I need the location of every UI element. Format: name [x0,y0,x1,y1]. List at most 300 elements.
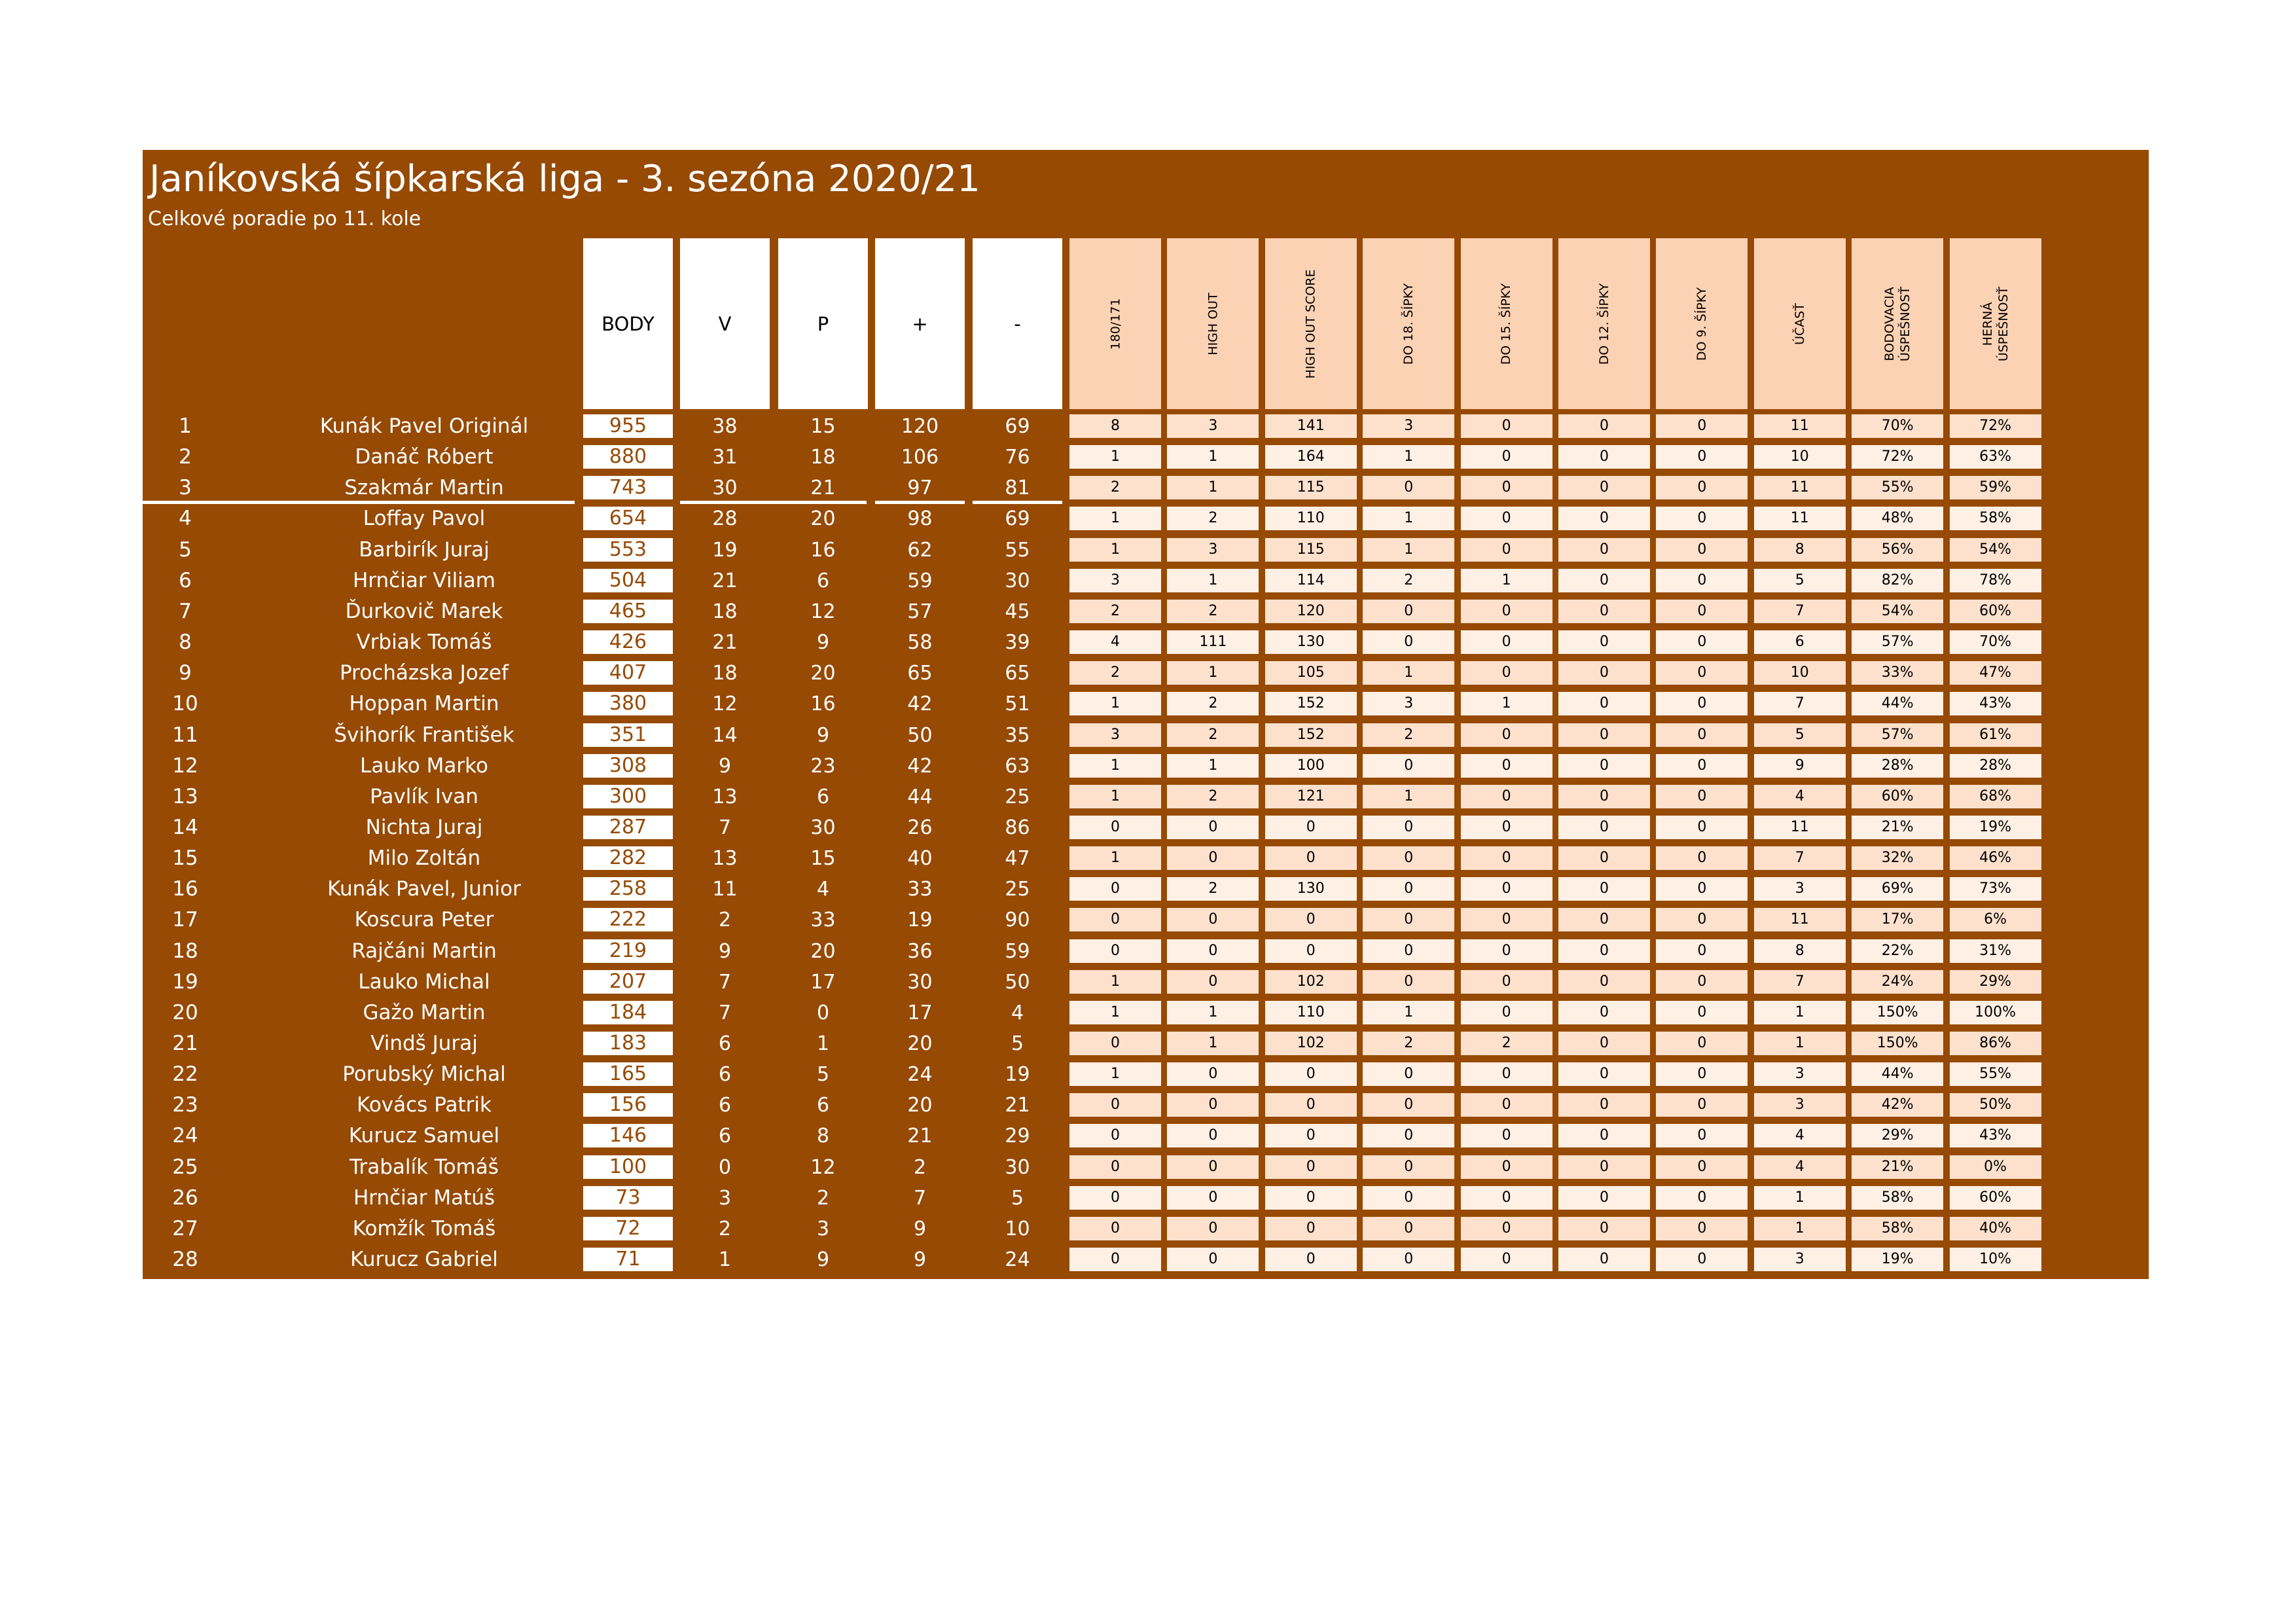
stat-high-out-score-cell: 110 [1265,507,1357,530]
stat-do-15-sipky-cell: 0 [1461,1093,1552,1117]
stat-do-9-sipky-cell: 0 [1656,507,1748,530]
stat-high-out-score-cell: 164 [1265,445,1357,469]
stat-high-out-cell: 0 [1167,1124,1259,1147]
rank-cell: 8 [179,630,192,655]
rank-cell: 5 [179,537,192,562]
v-cell: 7 [718,1001,732,1024]
stat-herna-uspesnost-cell: 28% [1950,754,2041,778]
stat-bodovacia-uspesnost-cell: 56% [1852,538,1943,562]
player-name-cell: Hrnčiar Viliam [353,568,495,592]
player-name-cell: Trabalík Tomáš [350,1155,499,1179]
stat-ucast-cell: 10 [1754,661,1846,685]
stat-do-12-sipky-cell: 0 [1558,1001,1650,1024]
plus-cell: 33 [907,878,933,901]
stat-high-out-cell: 1 [1167,661,1259,685]
stat-ucast-cell: 5 [1754,723,1846,747]
stat-bodovacia-uspesnost-cell: 22% [1852,939,1943,963]
player-name-cell: Vrbiak Tomáš [356,630,492,655]
stat-do-9-sipky-cell: 0 [1656,476,1748,499]
v-cell: 31 [712,446,738,469]
p-cell: 9 [816,631,830,655]
stat-do-9-sipky-cell: 0 [1656,723,1748,747]
stat-do-15-sipky-cell: 0 [1461,877,1552,901]
stat-high-out-score-cell: 130 [1265,630,1357,654]
stat-herna-uspesnost-cell: 43% [1950,692,2041,715]
minus-cell: 39 [1005,631,1030,655]
plus-cell: 26 [907,816,933,839]
player-name-cell: Hrnčiar Matúš [353,1185,495,1210]
p-cell: 30 [810,816,836,839]
stat-herna-uspesnost-cell: 78% [1950,569,2041,592]
stat-herna-uspesnost-cell: 10% [1950,1248,2041,1271]
stat-high-out-cell: 0 [1167,816,1259,839]
stat-herna-uspesnost-cell: 60% [1950,1186,2041,1210]
stat-high-out-cell: 0 [1167,1155,1259,1179]
stat-do-15-sipky-cell: 0 [1461,600,1552,623]
stat-do-9-sipky-cell: 0 [1656,1062,1748,1086]
stat-do-9-sipky-cell: 0 [1656,816,1748,839]
stat-do-15-sipky-cell: 0 [1461,445,1552,469]
stat-180-171-cell: 1 [1069,846,1161,870]
stat-do-12-sipky-cell: 0 [1558,846,1650,870]
stat-ucast-cell: 7 [1754,692,1846,715]
stat-high-out-cell: 0 [1167,1248,1259,1271]
rank-cell: 28 [172,1248,198,1272]
stat-do-12-sipky-cell: 0 [1558,569,1650,592]
stat-high-out-score-cell: 120 [1265,600,1357,623]
stat-bodovacia-uspesnost-cell: 82% [1852,569,1943,592]
stat-180-171-cell: 0 [1069,816,1161,839]
stat-180-171-cell: 1 [1069,692,1161,715]
player-name-cell: Vindš Juraj [370,1032,478,1055]
v-cell: 6 [718,1094,732,1117]
minus-cell: 69 [1005,507,1030,531]
rank-cell: 21 [172,1032,198,1055]
player-name-cell: Komžík Tomáš [352,1216,496,1240]
stat-do-12-sipky-cell: 0 [1558,600,1650,623]
stat-high-out-cell: 111 [1167,630,1259,654]
stat-do-9-sipky-cell: 0 [1656,970,1748,994]
minus-cell: 76 [1005,446,1030,469]
header-stat-180-171-label: 180/171 [1108,298,1122,350]
v-cell: 1 [718,1248,732,1272]
stat-bodovacia-uspesnost-cell: 58% [1852,1186,1943,1210]
minus-cell: 30 [1005,1155,1030,1179]
p-cell: 21 [810,477,836,500]
stat-bodovacia-uspesnost-cell: 69% [1852,877,1943,901]
stat-180-171-cell: 0 [1069,908,1161,931]
body-cell: 287 [583,816,673,839]
rank-cell: 19 [172,969,198,994]
rank-cell: 7 [179,599,192,623]
stat-high-out-score-cell: 102 [1265,1032,1357,1055]
body-cell: 156 [583,1093,673,1117]
stat-ucast-cell: 1 [1754,1001,1846,1024]
stat-high-out-cell: 0 [1167,939,1259,963]
stat-do-18-sipky-cell: 1 [1363,785,1454,808]
minus-cell: 25 [1005,785,1030,808]
stat-180-171-cell: 3 [1069,723,1161,747]
stat-do-15-sipky-cell: 0 [1461,630,1552,654]
body-cell: 258 [583,877,673,901]
plus-cell: 24 [907,1063,933,1087]
stat-ucast-cell: 11 [1754,476,1846,499]
stat-do-18-sipky-cell: 2 [1363,1032,1454,1055]
plus-cell: 36 [907,939,933,963]
stat-high-out-cell: 1 [1167,754,1259,778]
body-cell: 207 [583,970,673,994]
v-cell: 13 [712,847,738,871]
stat-180-171-cell: 8 [1069,414,1161,438]
stat-do-18-sipky-cell: 0 [1363,1186,1454,1210]
stat-herna-uspesnost-cell: 63% [1950,445,2041,469]
p-cell: 2 [816,1186,830,1210]
stat-do-15-sipky-cell: 0 [1461,816,1552,839]
stat-do-9-sipky-cell: 0 [1656,1186,1748,1210]
stat-do-12-sipky-cell: 0 [1558,1217,1650,1240]
rank-cell: 27 [172,1216,198,1240]
header-minus: - [973,238,1062,409]
stat-do-12-sipky-cell: 0 [1558,1186,1650,1210]
v-cell: 19 [712,538,738,562]
plus-cell: 30 [907,970,933,994]
stat-ucast-cell: 3 [1754,1062,1846,1086]
stat-180-171-cell: 0 [1069,1093,1161,1117]
stat-180-171-cell: 0 [1069,877,1161,901]
player-name-cell: Hoppan Martin [349,692,499,716]
v-cell: 11 [712,878,738,901]
body-cell: 219 [583,939,673,963]
stat-180-171-cell: 0 [1069,1248,1161,1271]
stat-herna-uspesnost-cell: 60% [1950,600,2041,623]
minus-cell: 81 [1005,477,1030,500]
stat-herna-uspesnost-cell: 55% [1950,1062,2041,1086]
stat-do-18-sipky-cell: 0 [1363,600,1454,623]
stat-180-171-cell: 1 [1069,785,1161,808]
minus-cell: 29 [1005,1125,1030,1148]
stat-high-out-score-cell: 0 [1265,846,1357,870]
rank-cell: 17 [172,908,198,932]
stat-high-out-score-cell: 0 [1265,816,1357,839]
stat-herna-uspesnost-cell: 72% [1950,414,2041,438]
stat-high-out-score-cell: 0 [1265,939,1357,963]
stat-herna-uspesnost-cell: 40% [1950,1217,2041,1240]
header-p: P [778,238,868,409]
stat-bodovacia-uspesnost-cell: 150% [1852,1032,1943,1055]
stat-ucast-cell: 3 [1754,1093,1846,1117]
v-cell: 30 [712,477,738,500]
stat-ucast-cell: 1 [1754,1032,1846,1055]
minus-cell: 65 [1005,662,1030,685]
stat-do-15-sipky-cell: 0 [1461,1186,1552,1210]
stat-ucast-cell: 3 [1754,877,1846,901]
stat-bodovacia-uspesnost-cell: 29% [1852,1124,1943,1147]
stat-high-out-cell: 2 [1167,692,1259,715]
player-name-cell: Kurucz Gabriel [350,1248,498,1272]
rank-cell: 26 [172,1185,198,1210]
stat-bodovacia-uspesnost-cell: 60% [1852,785,1943,808]
stat-bodovacia-uspesnost-cell: 57% [1852,630,1943,654]
p-cell: 6 [816,785,830,808]
stat-do-15-sipky-cell: 0 [1461,476,1552,499]
stat-bodovacia-uspesnost-cell: 33% [1852,661,1943,685]
p-cell: 18 [810,446,836,469]
header-stat-herna-uspesnost [1950,238,2041,409]
body-cell: 100 [583,1155,673,1179]
stat-do-15-sipky-cell: 0 [1461,1124,1552,1147]
p-cell: 20 [810,507,836,531]
p-cell: 33 [810,909,836,932]
stat-bodovacia-uspesnost-cell: 19% [1852,1248,1943,1271]
stat-do-9-sipky-cell: 0 [1656,1217,1748,1240]
stat-high-out-score-cell: 0 [1265,1248,1357,1271]
stat-do-9-sipky-cell: 0 [1656,445,1748,469]
player-name-cell: Gažo Martin [363,1000,486,1024]
stat-do-18-sipky-cell: 2 [1363,569,1454,592]
stat-do-9-sipky-cell: 0 [1656,569,1748,592]
v-cell: 9 [718,754,732,778]
body-cell: 743 [583,476,673,499]
stat-ucast-cell: 9 [1754,754,1846,778]
header-plus: + [875,238,965,409]
stat-do-18-sipky-cell: 3 [1363,692,1454,715]
stat-high-out-score-cell: 0 [1265,1093,1357,1117]
plus-cell: 98 [907,507,933,531]
body-cell: 308 [583,754,673,778]
stat-180-171-cell: 0 [1069,939,1161,963]
stat-do-12-sipky-cell: 0 [1558,970,1650,994]
stat-do-18-sipky-cell: 2 [1363,723,1454,747]
stat-180-171-cell: 0 [1069,1217,1161,1240]
stat-high-out-score-cell: 152 [1265,723,1357,747]
header-stat-high-out-score-label: HIGH OUT SCORE [1303,269,1318,378]
body-cell: 282 [583,846,673,870]
v-cell: 18 [712,600,738,623]
rank-cell: 3 [179,476,192,500]
stat-bodovacia-uspesnost-cell: 48% [1852,507,1943,530]
rank-cell: 9 [179,661,192,685]
stat-do-12-sipky-cell: 0 [1558,692,1650,715]
plus-cell: 65 [907,662,933,685]
stat-do-9-sipky-cell: 0 [1656,908,1748,931]
stat-do-15-sipky-cell: 0 [1461,939,1552,963]
plus-cell: 2 [913,1155,927,1179]
standings-sheet [143,150,2149,1279]
v-cell: 2 [718,1217,732,1240]
minus-cell: 50 [1005,970,1030,994]
rank-cell: 16 [172,877,198,901]
plus-cell: 120 [901,415,939,438]
separator-line [875,501,965,504]
plus-cell: 17 [907,1001,933,1024]
header-stat-bodovacia-uspesnost-label: BODOVACIA ÚSPEŠNOSŤ [1882,286,1913,361]
p-cell: 17 [810,970,836,994]
stat-herna-uspesnost-cell: 68% [1950,785,2041,808]
plus-cell: 9 [913,1248,927,1272]
minus-cell: 5 [1011,1032,1024,1055]
minus-cell: 51 [1005,693,1030,716]
p-cell: 15 [810,415,836,438]
stat-high-out-cell: 0 [1167,1093,1259,1117]
stat-bodovacia-uspesnost-cell: 21% [1852,1155,1943,1179]
p-cell: 8 [816,1125,830,1148]
stat-do-12-sipky-cell: 0 [1558,877,1650,901]
minus-cell: 69 [1005,415,1030,438]
stat-do-9-sipky-cell: 0 [1656,1155,1748,1179]
player-name-cell: Kunák Pavel, Junior [327,877,521,901]
stat-bodovacia-uspesnost-cell: 44% [1852,692,1943,715]
rank-cell: 20 [172,1000,198,1024]
stat-do-12-sipky-cell: 0 [1558,1093,1650,1117]
stat-180-171-cell: 1 [1069,507,1161,530]
p-cell: 5 [816,1063,830,1087]
minus-cell: 45 [1005,600,1030,623]
stat-do-15-sipky-cell: 0 [1461,1248,1552,1271]
stat-do-9-sipky-cell: 0 [1656,538,1748,562]
stat-do-9-sipky-cell: 0 [1656,1124,1748,1147]
minus-cell: 55 [1005,538,1030,562]
stat-do-18-sipky-cell: 0 [1363,476,1454,499]
stat-ucast-cell: 11 [1754,816,1846,839]
stat-do-12-sipky-cell: 0 [1558,414,1650,438]
stat-180-171-cell: 1 [1069,970,1161,994]
rank-cell: 13 [172,784,198,808]
body-cell: 880 [583,445,673,469]
v-cell: 9 [718,939,732,963]
stat-bodovacia-uspesnost-cell: 42% [1852,1093,1943,1117]
stat-do-9-sipky-cell: 0 [1656,785,1748,808]
stat-do-15-sipky-cell: 0 [1461,507,1552,530]
p-cell: 15 [810,847,836,871]
rank-cell: 15 [172,846,198,871]
stat-do-18-sipky-cell: 1 [1363,661,1454,685]
plus-cell: 59 [907,569,933,592]
p-cell: 1 [816,1032,830,1055]
stat-do-15-sipky-cell: 1 [1461,569,1552,592]
stat-ucast-cell: 8 [1754,538,1846,562]
stat-do-15-sipky-cell: 0 [1461,908,1552,931]
player-name-cell: Procházska Jozef [340,661,509,685]
header-stat-herna-uspesnost-label: HERNÁ ÚSPEŠNOSŤ [1980,286,2011,361]
minus-cell: 25 [1005,878,1030,901]
stat-high-out-score-cell: 141 [1265,414,1357,438]
plus-cell: 20 [907,1094,933,1117]
stat-do-18-sipky-cell: 0 [1363,877,1454,901]
stat-180-171-cell: 1 [1069,1001,1161,1024]
stat-do-15-sipky-cell: 0 [1461,1001,1552,1024]
stat-high-out-score-cell: 115 [1265,476,1357,499]
stat-herna-uspesnost-cell: 6% [1950,908,2041,931]
stat-do-9-sipky-cell: 0 [1656,754,1748,778]
stat-do-18-sipky-cell: 0 [1363,846,1454,870]
stat-do-18-sipky-cell: 0 [1363,630,1454,654]
stat-180-171-cell: 2 [1069,661,1161,685]
header-stat-do-9-sipky [1656,238,1748,409]
stat-do-15-sipky-cell: 0 [1461,754,1552,778]
stat-do-15-sipky-cell: 0 [1461,1217,1552,1240]
stat-do-18-sipky-cell: 1 [1363,445,1454,469]
v-cell: 6 [718,1125,732,1148]
stat-high-out-cell: 0 [1167,1062,1259,1086]
stat-ucast-cell: 10 [1754,445,1846,469]
stat-ucast-cell: 11 [1754,908,1846,931]
minus-cell: 5 [1011,1186,1024,1210]
stat-180-171-cell: 2 [1069,476,1161,499]
minus-cell: 30 [1005,569,1030,592]
stat-high-out-cell: 2 [1167,600,1259,623]
plus-cell: 9 [913,1217,927,1240]
stat-do-12-sipky-cell: 0 [1558,445,1650,469]
stat-high-out-cell: 0 [1167,1217,1259,1240]
minus-cell: 59 [1005,939,1030,963]
stat-high-out-cell: 0 [1167,846,1259,870]
stat-ucast-cell: 4 [1754,1155,1846,1179]
rank-cell: 4 [179,507,192,531]
stat-do-12-sipky-cell: 0 [1558,538,1650,562]
stat-high-out-cell: 1 [1167,1032,1259,1055]
stat-herna-uspesnost-cell: 50% [1950,1093,2041,1117]
player-name-cell: Ďurkovič Marek [345,599,503,623]
stat-high-out-score-cell: 102 [1265,970,1357,994]
stat-do-18-sipky-cell: 0 [1363,816,1454,839]
stat-high-out-cell: 1 [1167,569,1259,592]
stat-do-18-sipky-cell: 0 [1363,1062,1454,1086]
v-cell: 6 [718,1063,732,1087]
plus-cell: 21 [907,1125,933,1148]
v-cell: 38 [712,415,738,438]
rank-cell: 11 [172,723,198,747]
stat-herna-uspesnost-cell: 29% [1950,970,2041,994]
minus-cell: 4 [1011,1001,1024,1024]
stat-high-out-cell: 2 [1167,877,1259,901]
stat-do-9-sipky-cell: 0 [1656,1001,1748,1024]
stat-high-out-cell: 2 [1167,507,1259,530]
stat-do-18-sipky-cell: 3 [1363,414,1454,438]
body-cell: 426 [583,630,673,654]
header-stat-do-9-sipky-label: DO 9. ŠÍPKY [1695,287,1710,361]
stat-bodovacia-uspesnost-cell: 28% [1852,754,1943,778]
stat-ucast-cell: 4 [1754,785,1846,808]
p-cell: 16 [810,538,836,562]
stat-herna-uspesnost-cell: 86% [1950,1032,2041,1055]
stat-do-12-sipky-cell: 0 [1558,754,1650,778]
rank-cell: 18 [172,939,198,963]
plus-cell: 58 [907,631,933,655]
stat-do-12-sipky-cell: 0 [1558,816,1650,839]
body-cell: 380 [583,692,673,715]
v-cell: 21 [712,569,738,592]
stat-high-out-score-cell: 0 [1265,908,1357,931]
p-cell: 4 [816,878,830,901]
rank-cell: 12 [172,753,198,778]
stat-ucast-cell: 1 [1754,1217,1846,1240]
stat-do-18-sipky-cell: 0 [1363,908,1454,931]
stat-do-15-sipky-cell: 0 [1461,1155,1552,1179]
player-name-cell: Danáč Róbert [355,445,493,469]
stat-high-out-score-cell: 0 [1265,1217,1357,1240]
body-cell: 407 [583,661,673,685]
player-name-cell: Švihorík František [334,723,514,747]
body-cell: 222 [583,908,673,931]
body-cell: 165 [583,1062,673,1086]
stat-ucast-cell: 7 [1754,846,1846,870]
v-cell: 21 [712,631,738,655]
separator-line [143,501,575,504]
stat-ucast-cell: 11 [1754,507,1846,530]
rank-cell: 6 [179,568,192,592]
header-stat-high-out-label: HIGH OUT [1206,292,1221,355]
stat-do-15-sipky-cell: 0 [1461,723,1552,747]
